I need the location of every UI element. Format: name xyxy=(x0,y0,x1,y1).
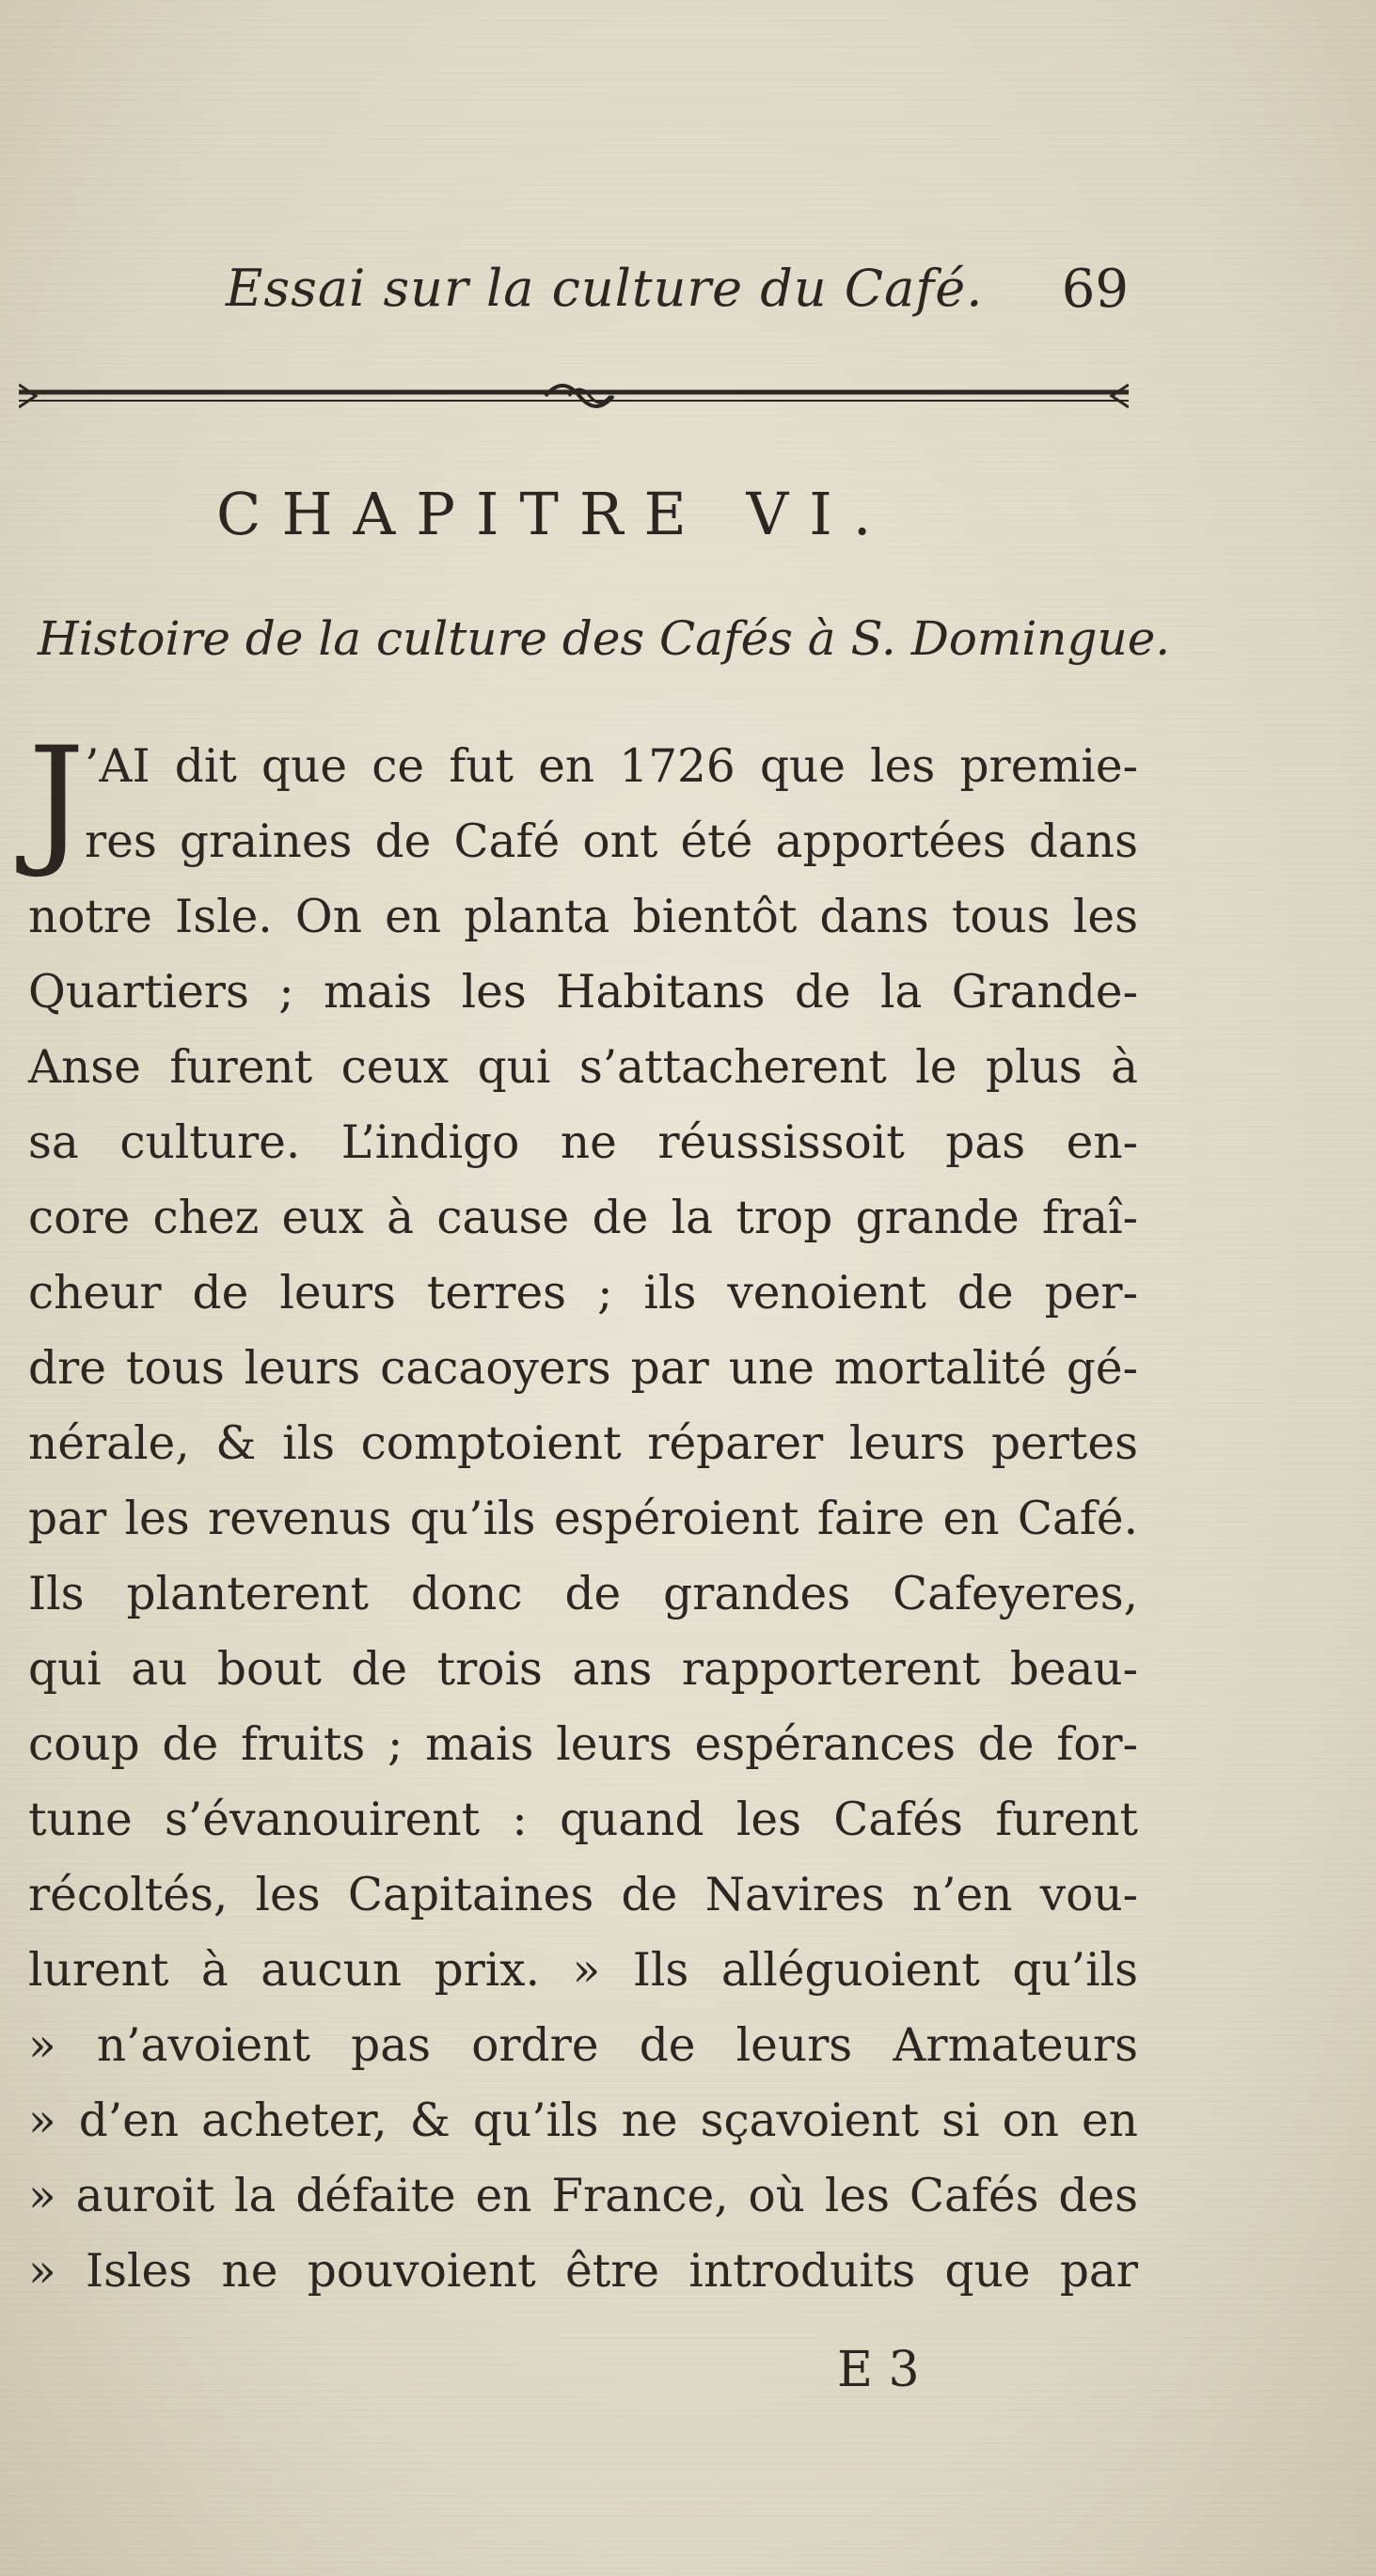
text-line: par les revenus qu’ils espéroient faire en Café. xyxy=(28,1493,1138,1545)
text-line: lurent à aucun prix. » Ils alléguoient qu’ils xyxy=(28,1944,1138,1997)
signature-mark: E 3 xyxy=(837,2342,920,2398)
text-line: » Isles ne pouvoient être introduits que par xyxy=(28,2245,1138,2298)
text-line: nérale, & ils comptoient réparer leurs pertes xyxy=(28,1417,1138,1470)
text-line: sa culture. L’indigo ne réussissoit pas en- xyxy=(28,1116,1138,1169)
text-line: res graines de Café ont été apportées dans xyxy=(85,815,1138,868)
text-line: tune s’évanouirent : quand les Cafés furent xyxy=(28,1794,1138,1846)
text-line: Ils planterent donc de grandes Cafeyeres, xyxy=(28,1568,1138,1620)
text-line: » d’en acheter, & qu’ils ne sçavoient si on en xyxy=(28,2094,1138,2147)
running-head xyxy=(226,259,1129,324)
text-line: » auroit la défaite en France, où les Cafés des xyxy=(28,2170,1138,2222)
text-line: récoltés, les Capitaines de Navires n’en vou- xyxy=(28,1869,1138,1921)
running-title: Essai sur la culture du Café. xyxy=(226,259,984,318)
drop-cap: J xyxy=(28,718,86,881)
body-text xyxy=(28,718,1138,2309)
chapter-title: CHAPITRE VI. xyxy=(216,480,893,548)
text-line: Anse furent ceux qui s’attacherent le plus à xyxy=(28,1041,1138,1094)
text-line: ’AI dit que ce fut en 1726 que les premie- xyxy=(85,740,1138,793)
text-line: notre Isle. On en planta bientôt dans tous les xyxy=(28,891,1138,943)
text-line: » n’avoient pas ordre de leurs Armateurs xyxy=(28,2019,1138,2072)
text-line: cheur de leurs terres ; ils venoient de per- xyxy=(28,1267,1138,1320)
text-line: coup de fruits ; mais leurs espérances de for- xyxy=(28,1718,1138,1771)
text-line: qui au bout de trois ans rapporterent beau- xyxy=(28,1643,1138,1696)
ornamental-rule-icon xyxy=(19,371,1129,419)
text-line: dre tous leurs cacaoyers par une mortalité gé- xyxy=(28,1342,1138,1395)
text-line: core chez eux à cause de la trop grande fraî- xyxy=(28,1192,1138,1244)
text-line: Quartiers ; mais les Habitans de la Grande- xyxy=(28,966,1138,1019)
chapter-subtitle: Histoire de la culture des Cafés à S. Domingue. xyxy=(38,611,1171,666)
page-number: 69 xyxy=(1061,259,1129,320)
